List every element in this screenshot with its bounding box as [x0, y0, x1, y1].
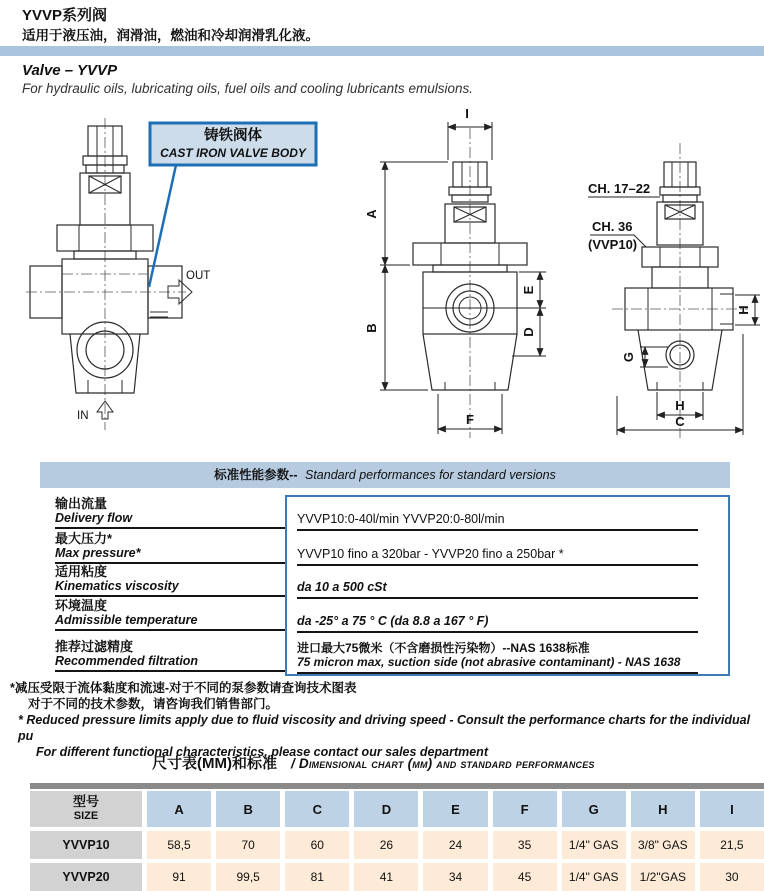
dim-label-e: E — [521, 285, 536, 295]
page-subtitle: 适用于液压油，润滑油，燃油和冷却润滑乳化液。 — [22, 28, 319, 43]
performances-table — [40, 495, 730, 676]
footnote-4: For different functional characteristics, please contact our sales department — [36, 745, 488, 759]
dim-label-d: D — [521, 327, 536, 337]
value-cell: 81 — [285, 863, 349, 891]
in-label: IN — [77, 410, 89, 422]
perf-label-temperature: 环境温度 Admissible temperature — [55, 597, 285, 631]
table-grid — [30, 791, 764, 891]
dim-label-g: G — [621, 351, 636, 363]
perf-value-pressure: YVVP10 fino a 320bar - YVVP20 fino a 250bar * — [297, 531, 698, 566]
valve-technical-drawings — [0, 98, 764, 450]
perf-label-filtration: 推荐过滤精度 Recommended filtration — [55, 631, 285, 672]
perf-value-filtration: 进口最大75微米（不含磨损性污染物）--NAS 1638标准 75 micron max, suction side (not abrasive contaminant) - NAS 1638 — [297, 633, 698, 674]
col-header-a: A — [147, 791, 211, 827]
value-cell: 91 — [147, 863, 211, 891]
callout-subtitle: CAST IRON VALVE BODY — [160, 146, 306, 160]
valve-title-en: Valve – YVVP — [22, 62, 118, 79]
footnotes — [10, 680, 764, 760]
value-cell: 21,5 — [700, 831, 764, 859]
standard-performances-section — [40, 462, 730, 676]
value-cell: 99,5 — [216, 863, 280, 891]
perf-value-temperature: da -25° a 75 ° C (da 8.8 a 167 ° F) — [297, 599, 698, 633]
table-top-bar — [30, 783, 764, 789]
dim-label-f: F — [466, 412, 474, 427]
value-cell: 34 — [423, 863, 487, 891]
dim-label-i: I — [465, 106, 469, 121]
col-header-e: E — [423, 791, 487, 827]
value-cell: 35 — [493, 831, 557, 859]
callout-title: 铸铁阀体 — [204, 128, 262, 144]
valve-side-view — [364, 106, 546, 438]
col-header-b: B — [216, 791, 280, 827]
performances-header-bar — [40, 462, 730, 488]
value-cell: 60 — [285, 831, 349, 859]
divider-bar — [0, 46, 764, 56]
perf-value-viscosity: da 10 a 500 cSt — [297, 566, 698, 599]
perf-label-pressure: 最大压力* Max pressure* — [55, 529, 285, 564]
value-cell: 70 — [216, 831, 280, 859]
performances-header-en: Standard performances for standard versions — [304, 468, 556, 482]
value-cell: 58,5 — [147, 831, 211, 859]
model-cell-yvvp20: YVVP20 — [30, 863, 142, 891]
wrench-size-label-vvp10: (VVP10) — [588, 237, 638, 252]
col-header-g: G — [562, 791, 626, 827]
valve-subtitle-en: For hydraulic oils, lubricating oils, fuel oils and cooling lubricants emulsions. — [22, 81, 473, 96]
dim-label-h-bottom: H — [675, 398, 685, 413]
footnote-1: *减压受限于流体黏度和流速-对于不同的泵参数请查询技术图表 — [10, 681, 357, 695]
col-header-i: I — [700, 791, 764, 827]
performances-header-cn: 标准性能参数-- — [214, 468, 298, 482]
page-header-en — [22, 61, 473, 98]
value-cell: 30 — [700, 863, 764, 891]
value-cell: 1/4" GAS — [562, 831, 626, 859]
dimensional-table — [30, 783, 764, 891]
dim-chart-title-en: / Dimensional chart (mm) and standard performances — [290, 756, 595, 771]
wrench-size-label-17-22: CH. 17–22 — [588, 181, 651, 196]
col-header-d: D — [354, 791, 418, 827]
value-cell: 26 — [354, 831, 418, 859]
value-cell: 45 — [493, 863, 557, 891]
page-title: YVVP系列阀 — [22, 7, 108, 24]
col-header-h: H — [631, 791, 695, 827]
col-header-c: C — [285, 791, 349, 827]
value-cell: 24 — [423, 831, 487, 859]
page-header — [22, 6, 319, 45]
perf-value-delivery: YVVP10:0-40l/min YVVP20:0-80l/min — [297, 497, 698, 531]
callout-cast-iron-body — [149, 123, 316, 287]
performances-values-box — [285, 495, 730, 676]
dim-label-b: B — [364, 323, 379, 333]
value-cell: 3/8" GAS — [631, 831, 695, 859]
col-header-f: F — [493, 791, 557, 827]
value-cell: 41 — [354, 863, 418, 891]
value-cell: 1/2"GAS — [631, 863, 695, 891]
footnote-3: * Reduced pressure limits apply due to fluid viscosity and driving speed - Consult the performance charts for the individual pu — [18, 713, 751, 743]
dim-label-h-side: H — [736, 305, 751, 315]
out-label: OUT — [186, 270, 211, 282]
dimensional-chart-title — [0, 752, 764, 773]
performances-labels-column — [40, 495, 285, 676]
model-cell-yvvp10: YVVP10 — [30, 831, 142, 859]
value-cell: 1/4" GAS — [562, 863, 626, 891]
dim-label-a: A — [364, 209, 379, 219]
dim-label-c: C — [675, 414, 685, 429]
size-header-cell: 型号 SIZE — [30, 791, 142, 827]
perf-label-delivery: 输出流量 Delivery flow — [55, 495, 285, 529]
perf-label-viscosity: 适用粘度 Kinematics viscosity — [55, 564, 285, 597]
dim-chart-title-cn: 尺寸表(MM)和标准 — [152, 755, 277, 772]
wrench-size-label-36: CH. 36 — [592, 219, 633, 234]
valve-rear-view — [588, 143, 760, 438]
footnote-2: 对于不同的技术参数，请咨询我们销售部门。 — [28, 697, 279, 711]
